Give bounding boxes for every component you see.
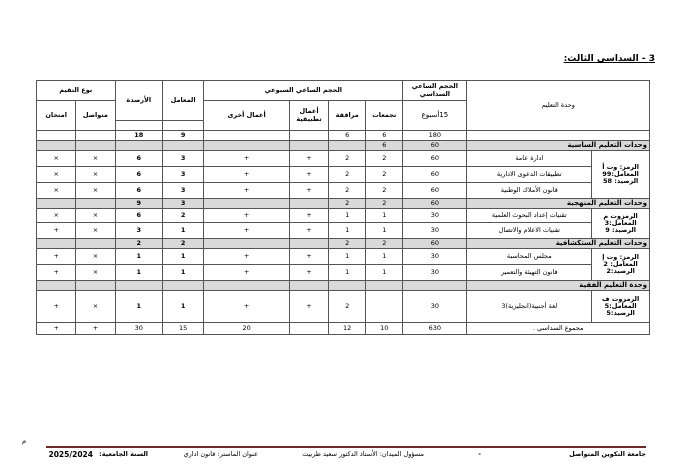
- section-credits: [115, 141, 162, 151]
- subject-exam: +: [37, 249, 76, 265]
- section-cont: [76, 199, 115, 209]
- header-credits: الأرصدة: [115, 81, 162, 121]
- section-coef: 3: [163, 199, 204, 209]
- unit-code: [592, 151, 650, 199]
- header-continuous: متواصل: [76, 101, 115, 131]
- subject-credits: 1: [115, 265, 162, 281]
- subject-exam: ×: [37, 167, 76, 183]
- subject-name: ادارة عامة: [467, 151, 592, 167]
- section-cont: [76, 239, 115, 249]
- total-credits: 30: [115, 323, 162, 335]
- subject-tutorial: 2: [329, 183, 366, 199]
- subject-credits: 6: [115, 151, 162, 167]
- subject-row: [37, 167, 650, 183]
- footer-year-label: السنة الجامعية:: [99, 450, 148, 458]
- subject-tutorial: 2: [329, 167, 366, 183]
- unit-code-line: الرصيد:2: [606, 267, 635, 276]
- subject-volume: 30: [403, 223, 467, 239]
- header-other: أعمال أخرى: [204, 101, 290, 131]
- header-lectures: تجمعات: [366, 101, 403, 131]
- unit-code-line: الرصيد: 9: [605, 226, 636, 235]
- subject-exam: ×: [37, 183, 76, 199]
- subject-other: +: [204, 291, 290, 323]
- footer-university: جامعة التكوين المتواصل: [569, 450, 646, 458]
- subject-tutorial: 1: [329, 249, 366, 265]
- header-tutorial: مرافقة: [329, 101, 366, 131]
- subject-lectures: [366, 291, 403, 323]
- subject-row: [37, 265, 650, 281]
- section-tutorial: 2: [329, 199, 366, 209]
- total-coef: 15: [163, 323, 204, 335]
- subject-row: [37, 183, 650, 199]
- section-header-row: [37, 239, 650, 249]
- section-cont: [76, 281, 115, 291]
- section-exam: [37, 141, 76, 151]
- subject-lectures: 1: [366, 265, 403, 281]
- section-other: [204, 281, 290, 291]
- section-name: وحدات التعليم المنهجية: [467, 199, 650, 209]
- subject-continuous: ×: [76, 291, 115, 323]
- footer-year: 2025/2024: [48, 450, 93, 459]
- unit-code-line: المعامل:99: [602, 169, 639, 178]
- subject-credits: 6: [115, 209, 162, 223]
- total-volume: 630: [403, 323, 467, 335]
- subject-applied: +: [289, 291, 328, 323]
- section-header-row: [37, 199, 650, 209]
- section-volume: 60: [403, 199, 467, 209]
- subject-other: +: [204, 167, 290, 183]
- section-credits: 2: [115, 239, 162, 249]
- subject-lectures: 2: [366, 151, 403, 167]
- curriculum-table: [36, 80, 650, 335]
- header-eval-type: نوع التقيم: [37, 81, 116, 101]
- header-unit: وحدة التعليم: [467, 81, 650, 131]
- unit-code-line: المعامل:5: [604, 301, 637, 310]
- section-header-row: [37, 281, 650, 291]
- subject-exam: ×: [37, 151, 76, 167]
- unit-code-line: الرصيد:5: [606, 309, 635, 318]
- section-credits: [115, 281, 162, 291]
- subject-other: +: [204, 183, 290, 199]
- header-applied: أعمال تطبيقية: [289, 101, 328, 131]
- section-exam: [37, 281, 76, 291]
- subject-name: قانون الأملاك الوطنية: [467, 183, 592, 199]
- unit-code-line: الرمز: وت إ: [602, 252, 639, 261]
- subject-name: قانون التهيئة والتعمير: [467, 265, 592, 281]
- section-lectures: 6: [366, 141, 403, 151]
- section-tutorial: 2: [329, 239, 366, 249]
- section-name: وحدات التعليم الساسية: [467, 141, 650, 151]
- section-volume: [403, 281, 467, 291]
- subject-other: +: [204, 265, 290, 281]
- section-coef: [163, 281, 204, 291]
- total-tutorial: 12: [329, 323, 366, 335]
- unit-code-line: الرمزوت م: [603, 211, 638, 220]
- footer-divider: [46, 446, 646, 448]
- total-label: مجموع السداسي .: [467, 323, 650, 335]
- section-tutorial: [329, 281, 366, 291]
- summary-volume: 180: [403, 131, 467, 141]
- subject-coef: 1: [163, 291, 204, 323]
- section-lectures: 2: [366, 239, 403, 249]
- section-lectures: [366, 281, 403, 291]
- summary-applied: [289, 131, 328, 141]
- subject-continuous: ×: [76, 223, 115, 239]
- subject-coef: 1: [163, 265, 204, 281]
- subject-volume: 30: [403, 291, 467, 323]
- subject-coef: 3: [163, 183, 204, 199]
- unit-code-line: الرصيد: 58: [602, 177, 639, 186]
- summary-row: [37, 131, 650, 141]
- subject-credits: 6: [115, 167, 162, 183]
- section-lectures: 2: [366, 199, 403, 209]
- subject-tutorial: 2: [329, 151, 366, 167]
- total-row: [37, 323, 650, 335]
- total-applied: [289, 323, 328, 335]
- section-applied: [289, 199, 328, 209]
- subject-exam: +: [37, 265, 76, 281]
- total-other: 20: [204, 323, 290, 335]
- unit-code: [592, 291, 650, 323]
- total-lectures: 10: [366, 323, 403, 335]
- subject-lectures: 2: [366, 183, 403, 199]
- unit-code-line: الرمزوت ف: [602, 294, 640, 303]
- footer-master: عنوان الماستر: قانون اداري: [183, 450, 258, 458]
- subject-row: [37, 209, 650, 223]
- subject-name: مجلس المحاسبة: [467, 249, 592, 265]
- subject-volume: 60: [403, 183, 467, 199]
- subject-credits: 1: [115, 249, 162, 265]
- subject-coef: 2: [163, 209, 204, 223]
- section-tutorial: [329, 141, 366, 151]
- subject-applied: +: [289, 209, 328, 223]
- summary-cont: [76, 131, 115, 141]
- subject-exam: +: [37, 291, 76, 323]
- subject-applied: +: [289, 151, 328, 167]
- summary-exam: [37, 131, 76, 141]
- section-exam: [37, 199, 76, 209]
- subject-continuous: ×: [76, 249, 115, 265]
- subject-lectures: 1: [366, 223, 403, 239]
- summary-tutorial: 6: [329, 131, 366, 141]
- section-exam: [37, 239, 76, 249]
- subject-coef: 3: [163, 167, 204, 183]
- unit-code-line: المعامل: 2: [603, 259, 638, 268]
- subject-coef: 1: [163, 249, 204, 265]
- footer-dash: -: [478, 450, 481, 458]
- subject-name: لغة أجنبية(انجليزية)3: [467, 291, 592, 323]
- subject-coef: 3: [163, 151, 204, 167]
- header-empty-coef: [163, 121, 204, 131]
- header-weeks: 15أسبوع: [403, 101, 467, 131]
- summary-unit: [467, 131, 650, 141]
- subject-other: +: [204, 249, 290, 265]
- header-empty-cred: [115, 121, 162, 131]
- unit-code-line: الرمز: وت أ: [602, 162, 639, 171]
- header-weekly-volume: الحجم الساعي السبوعي: [204, 81, 403, 101]
- section-other: [204, 199, 290, 209]
- subject-applied: +: [289, 249, 328, 265]
- section-name: وحدة التعليم الفقية: [467, 281, 650, 291]
- subject-exam: +: [37, 223, 76, 239]
- subject-credits: 1: [115, 291, 162, 323]
- subject-tutorial: 1: [329, 265, 366, 281]
- section-volume: 60: [403, 141, 467, 151]
- header-exam: امتحان: [37, 101, 76, 131]
- subject-continuous: ×: [76, 167, 115, 183]
- section-other: [204, 141, 290, 151]
- section-coef: [163, 141, 204, 151]
- subject-volume: 30: [403, 249, 467, 265]
- subject-lectures: 1: [366, 249, 403, 265]
- subject-volume: 30: [403, 209, 467, 223]
- summary-other: [204, 131, 290, 141]
- total-continuous: +: [76, 323, 115, 335]
- section-credits: 9: [115, 199, 162, 209]
- subject-name: تطبيقات الدعوى الادارية: [467, 167, 592, 183]
- subject-volume: 30: [403, 265, 467, 281]
- subject-other: +: [204, 209, 290, 223]
- subject-volume: 60: [403, 151, 467, 167]
- section-applied: [289, 281, 328, 291]
- subject-lectures: 1: [366, 209, 403, 223]
- summary-credits: 18: [115, 131, 162, 141]
- subject-row: [37, 291, 650, 323]
- total-exam: +: [37, 323, 76, 335]
- section-applied: [289, 239, 328, 249]
- subject-applied: +: [289, 183, 328, 199]
- subject-coef: 1: [163, 223, 204, 239]
- subject-other: +: [204, 223, 290, 239]
- section-applied: [289, 141, 328, 151]
- subject-applied: +: [289, 223, 328, 239]
- unit-code-line: المعامل:3: [604, 218, 637, 227]
- footer-supervisor: مسؤول الميدان: الأستاذ الدكتور سعيد طربيت: [302, 450, 424, 458]
- summary-coef: 9: [163, 131, 204, 141]
- subject-lectures: 2: [366, 167, 403, 183]
- header-half-year-volume: الحجم الساعي السداسي: [403, 81, 467, 101]
- subject-row: [37, 223, 650, 239]
- subject-tutorial: 1: [329, 223, 366, 239]
- unit-code: [592, 209, 650, 239]
- semester-title: 3 - السداسي الثالث:: [563, 54, 655, 64]
- subject-exam: ×: [37, 209, 76, 223]
- subject-applied: +: [289, 265, 328, 281]
- page-footer: [46, 450, 646, 462]
- section-coef: 2: [163, 239, 204, 249]
- section-volume: 60: [403, 239, 467, 249]
- subject-continuous: ×: [76, 183, 115, 199]
- subject-tutorial: 2: [329, 291, 366, 323]
- page-mark: م: [22, 437, 27, 445]
- subject-row: [37, 151, 650, 167]
- section-other: [204, 239, 290, 249]
- unit-code: [592, 249, 650, 281]
- subject-credits: 3: [115, 223, 162, 239]
- section-cont: [76, 141, 115, 151]
- subject-continuous: ×: [76, 209, 115, 223]
- subject-other: +: [204, 151, 290, 167]
- subject-name: تقنيات الاعلام والاتصال: [467, 223, 592, 239]
- subject-applied: +: [289, 167, 328, 183]
- subject-row: [37, 249, 650, 265]
- subject-continuous: ×: [76, 151, 115, 167]
- subject-name: تقنيات إعداد البحوث العلمية: [467, 209, 592, 223]
- header-coefficient: المعامل: [163, 81, 204, 121]
- subject-credits: 6: [115, 183, 162, 199]
- subject-volume: 60: [403, 167, 467, 183]
- summary-lectures: 6: [366, 131, 403, 141]
- subject-continuous: ×: [76, 265, 115, 281]
- section-header-row: [37, 141, 650, 151]
- section-name: وحدات التعليم الستكشافية: [467, 239, 650, 249]
- subject-tutorial: 1: [329, 209, 366, 223]
